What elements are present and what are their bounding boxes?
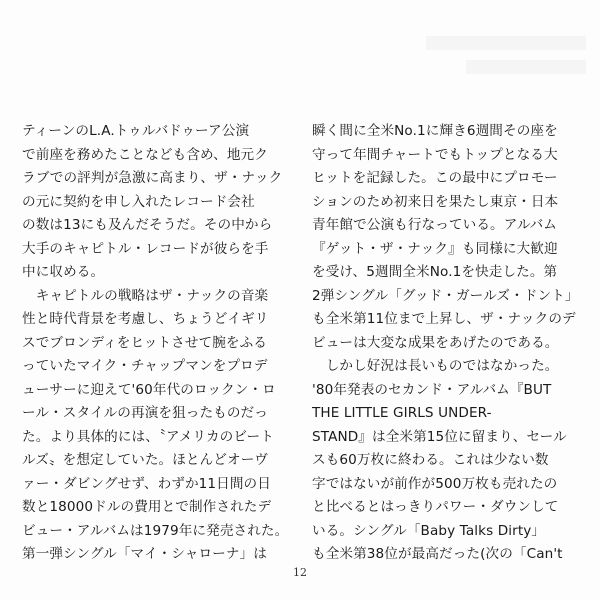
text-line: THE LITTLE GIRLS UNDER- xyxy=(312,405,492,421)
text-line: キャピトルの戦略はザ・ナックの音楽 xyxy=(22,287,269,304)
text-line: の元に契約を申し入れたレコード会社 xyxy=(22,193,255,210)
text-line: 2弾シングル「グッド・ガールズ・ドント」 xyxy=(312,287,579,304)
text-line: いる。シングル「Baby Talks Dirty」 xyxy=(312,522,546,539)
text-line: の数は13にも及んだそうだ。その中から xyxy=(22,217,273,233)
text-line: 字ではないが前作が500万枚も売れたの xyxy=(312,475,558,492)
text-line: 大手のキャピトル・レコードが彼らを手 xyxy=(22,240,269,257)
text-column-right xyxy=(312,120,580,567)
text-line: ビュー・アルバムは1979年に発売された。 xyxy=(22,522,289,539)
text-line: ビューは大変な成果をあげたのである。 xyxy=(312,334,559,351)
text-line: '80年発表のセカンド・アルバム『BUT xyxy=(312,381,552,398)
text-line: 守って年間チャートでもトップとなる大 xyxy=(312,146,558,163)
text-line: ルズ〟を想定していた。ほとんどオーヴ xyxy=(22,452,269,468)
text-line: 中に収める。 xyxy=(22,264,105,280)
text-line: 数と18000ドルの費用とで制作されたデ xyxy=(22,499,272,515)
text-line: ティーンのL.A.トゥルバドゥーア公演 xyxy=(22,123,250,139)
show-through-heading xyxy=(406,36,586,96)
text-line: ァー・ダビングせず、わずか11日間の日 xyxy=(22,475,271,492)
text-line: スも60万枚に終わる。これは少ない数 xyxy=(312,452,549,468)
text-line: ール・スタイルの再演を狙ったものだっ xyxy=(22,405,268,421)
text-line: STAND』は全米第15位に留まり、セール xyxy=(312,428,567,445)
text-line: も全米第11位まで上昇し、ザ・ナックのデ xyxy=(312,311,576,327)
page-number: 12 xyxy=(293,566,307,579)
text-line: と比べるとはっきりパワー・ダウンして xyxy=(312,499,559,515)
text-line: ューサーに迎えて'60年代のロックン・ロ xyxy=(22,381,276,398)
text-line: 第一弾シングル「マイ・シャローナ」は xyxy=(22,546,267,562)
text-line: 瞬く間に全米No.1に輝き6週間その座を xyxy=(312,123,558,139)
text-line: っていたマイク・チャップマンをプロデ xyxy=(22,358,268,374)
text-line: 青年館で公演も行なっている。アルバム xyxy=(312,217,557,233)
text-line: た。より具体的には、〝アメリカのビート xyxy=(22,428,274,445)
text-line: ヒットを記録した。この最中にプロモー xyxy=(312,170,558,186)
text-line: 性と時代背景を考慮し、ちょうどイギリ xyxy=(22,311,269,327)
text-line: 『ゲット・ザ・ナック』も同様に大歓迎 xyxy=(312,240,558,257)
text-line: ラブでの評判が急激に高まり、ザ・ナック xyxy=(22,170,283,186)
text-line: スでブロンディをヒットさせて腕をふる xyxy=(22,334,267,351)
text-line: も全米第38位が最高だった(次の「Can't xyxy=(312,546,563,562)
text-line: で前座を務めたことなども含め、地元ク xyxy=(22,146,268,163)
text-line: ションのため初来日を果たし東京・日本 xyxy=(312,193,559,210)
text-column-left xyxy=(22,120,290,567)
text-line: しかし好況は長いものではなかった。 xyxy=(312,358,559,374)
text-line: を受け、5週間全米No.1を快走した。第 xyxy=(312,264,558,280)
